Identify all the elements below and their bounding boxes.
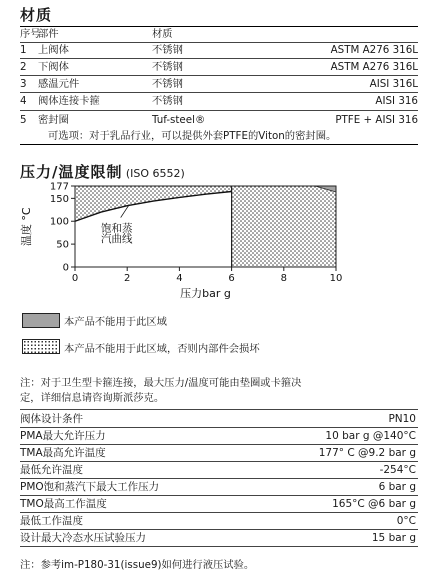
row-part: 阀体连接卡箍 (38, 95, 100, 107)
row-spec: ASTM A276 316L (330, 44, 418, 56)
header-part: 部件 (38, 28, 59, 40)
curve-annotation-line-1: 饱和蒸 (101, 222, 133, 235)
dotted-region-right (232, 186, 336, 267)
legend-dotted-swatch (22, 339, 60, 354)
x-tick-label: 6 (228, 273, 235, 284)
param-value: 0°C (396, 515, 416, 527)
divider (20, 409, 418, 410)
param-label: TMA最高允许温度 (20, 447, 106, 459)
row-part: 感温元件 (38, 78, 80, 90)
x-tick-label: 0 (71, 273, 79, 284)
row-no: 3 (20, 78, 27, 90)
option-note: 可选项：对于乳品行业，可以提供外套PTFE的Viton的密封圈。 (48, 130, 337, 142)
param-value: -254°C (379, 464, 416, 476)
header-material: 材质 (152, 28, 173, 40)
divider (20, 546, 418, 547)
divider (20, 75, 418, 76)
param-label: 最低工作温度 (20, 515, 83, 527)
table-row (20, 496, 418, 512)
param-label: 阀体设计条件 (20, 413, 83, 425)
y-tick-label: 150 (49, 193, 69, 205)
row-material: 不锈钢 (152, 44, 183, 56)
row-part: 密封圈 (38, 114, 69, 126)
table-row (20, 94, 418, 108)
divider (20, 144, 418, 145)
x-tick-label: 10 (329, 273, 343, 284)
y-tick-label: 100 (49, 216, 69, 228)
limits-title: 压力/温度限制 (20, 163, 123, 181)
param-value: 6 bar g (378, 481, 416, 493)
pressure-temperature-chart (18, 178, 348, 300)
table-row (20, 113, 418, 127)
param-value: PN10 (388, 413, 416, 425)
footer-note: 注：参考im-P180-31(issue9)如何进行液压试验。 (20, 559, 255, 571)
curve-annotation-line-2: 汽曲线 (101, 232, 133, 245)
table-row (20, 43, 418, 57)
table-row (20, 411, 418, 427)
param-label: 最低允许温度 (20, 464, 83, 476)
param-label: PMA最大允许压力 (20, 430, 106, 442)
row-spec: AISI 316L (369, 78, 418, 90)
param-value: 165°C @6 bar g (332, 498, 416, 510)
x-tick-label: 2 (124, 273, 131, 284)
limits-standard: (ISO 6552) (125, 167, 185, 180)
legend-dotted-label: 本产品不能用于此区域，否则内部件会损坏 (64, 343, 260, 355)
table-row (20, 445, 418, 461)
y-tick-label: 0 (62, 262, 69, 274)
param-label: 设计最大冷态水压试验压力 (20, 532, 146, 544)
table-row (20, 530, 418, 546)
row-no: 1 (20, 44, 27, 56)
row-no: 2 (20, 61, 27, 73)
row-part: 上阀体 (38, 44, 69, 56)
row-material: 不锈钢 (152, 78, 183, 90)
row-spec: ASTM A276 316L (330, 61, 418, 73)
x-tick-label: 8 (280, 273, 287, 284)
row-spec: AISI 316 (375, 95, 418, 107)
param-label: PMO饱和蒸汽下最大工作压力 (20, 481, 160, 493)
y-tick-label: 177 (49, 181, 69, 193)
table-row (20, 428, 418, 444)
y-axis-label: 温度 °C (20, 207, 33, 247)
y-tick-label: 50 (56, 239, 69, 251)
row-material: 不锈钢 (152, 61, 183, 73)
row-material: 不锈钢 (152, 95, 183, 107)
header-no: 序号 (20, 28, 41, 40)
row-material: Tuf-steel® (152, 114, 206, 126)
materials-header-row (20, 27, 418, 41)
note-line-2: 定，详细信息请咨询斯派莎克。 (20, 392, 165, 404)
row-no: 5 (20, 114, 27, 126)
legend-grey-label: 本产品不能用于此区域 (64, 316, 167, 328)
param-value: 177° C @9.2 bar g (318, 447, 416, 459)
table-row (20, 462, 418, 478)
row-no: 4 (20, 95, 27, 107)
table-row (20, 513, 418, 529)
divider (20, 58, 418, 59)
row-spec: PTFE + AISI 316 (335, 114, 418, 126)
table-row (20, 479, 418, 495)
divider (20, 110, 418, 111)
dotted-region-above-curve (75, 186, 232, 221)
x-axis-label: 压力bar g (180, 287, 231, 300)
x-tick-label: 4 (176, 273, 183, 284)
param-value: 10 bar g @140°C (325, 430, 416, 442)
note-line-1: 注：对于卫生型卡箍连接，最大压力/温度可能由垫圈或卡箍决 (20, 377, 302, 389)
table-row (20, 60, 418, 74)
row-part: 下阀体 (38, 61, 69, 73)
materials-title: 材质 (20, 6, 53, 24)
param-label: TMO最高工作温度 (20, 498, 107, 510)
param-value: 15 bar g (371, 532, 416, 544)
legend-grey-swatch (22, 313, 60, 328)
table-row (20, 77, 418, 91)
divider (20, 92, 418, 93)
